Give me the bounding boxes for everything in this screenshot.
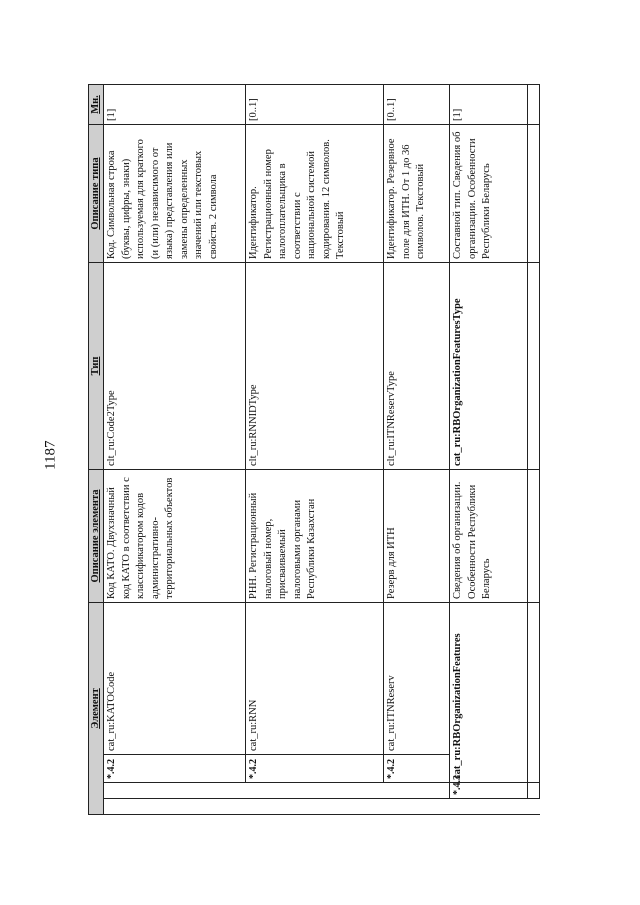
element-type: clt_ru:ITNReservType [384, 263, 450, 470]
multiplicity: [0..1] [384, 85, 450, 125]
empty-cell [528, 603, 540, 783]
indent-cell [246, 783, 384, 799]
type-description: Идентификатор. Регистрационный номер налогоплательщика в соответствии с национальной системой кодирования. 12 символов. Текстовый [246, 125, 384, 263]
element-name: cat_ru:KATOCode [104, 603, 246, 755]
indent-cell [104, 783, 246, 799]
elements-table [88, 84, 540, 815]
element-name: cat_ru:RNN [246, 603, 384, 755]
table-row [104, 85, 246, 815]
element-description: Сведения об организации. Особенности Республики Беларусь [450, 470, 528, 603]
type-description: Идентификатор. Резервное поле для ИТН. От 1 до 36 символов. Текстовый [384, 125, 450, 263]
row-number: *.4.2 [384, 755, 450, 783]
row-number: *.4.3 [450, 783, 528, 799]
rotated-page-content [88, 85, 640, 815]
element-description: Код КАТО. Двухзначный код КАТО в соответствии с классификатором кодов административно-территориальных объектов [104, 470, 246, 603]
indent-cell [450, 799, 528, 815]
table-header-row [89, 85, 104, 815]
indent-cell [384, 783, 450, 799]
type-description: Составной тип. Сведения об организации. Особенности Республики Беларусь [450, 125, 528, 263]
table-row-continuation [528, 85, 540, 815]
type-description: Код. Символьная строка (буквы, цифры, знаки) используемая для краткого (и (или) независимого от языка) представления или замены определенных значений или текстовых свойств. 2 символа [104, 125, 246, 263]
element-name: cat_ru:RBOrganizationFeatures [450, 603, 528, 783]
header-description: Описание элемента [89, 470, 104, 603]
indent-cell [246, 799, 384, 815]
table-row [384, 85, 450, 815]
row-number: *.4.2 [246, 755, 384, 783]
empty-cell [528, 125, 540, 263]
indent-cell [104, 799, 246, 815]
page-number: 1187 [42, 440, 59, 470]
element-type: cat_ru:RBOrganizationFeaturesType [450, 263, 528, 470]
header-type: Тип [89, 263, 104, 470]
header-multiplicity: Мн. [89, 85, 104, 125]
empty-cell [528, 470, 540, 603]
empty-cell [528, 263, 540, 470]
multiplicity: [1] [104, 85, 246, 125]
multiplicity: [0..1] [246, 85, 384, 125]
empty-cell [528, 783, 540, 799]
table-row [246, 85, 384, 815]
element-description: Резерв для ИТН [384, 470, 450, 603]
element-type: clt_ru:Code2Type [104, 263, 246, 470]
table-row [450, 85, 528, 815]
empty-cell [528, 85, 540, 125]
header-type-description: Описание типа [89, 125, 104, 263]
element-type: clt_ru:RNNIDType [246, 263, 384, 470]
element-name: cat_ru:ITNReserv [384, 603, 450, 755]
multiplicity: [1] [450, 85, 528, 125]
row-number: *.4.2 [104, 755, 246, 783]
indent-cell [384, 799, 450, 815]
element-description: РНН. Регистрационный налоговый номер, присваиваемый налоговыми органами Республики Казахстан [246, 470, 384, 603]
indent-cell [528, 799, 540, 815]
header-element: Элемент [89, 603, 104, 815]
